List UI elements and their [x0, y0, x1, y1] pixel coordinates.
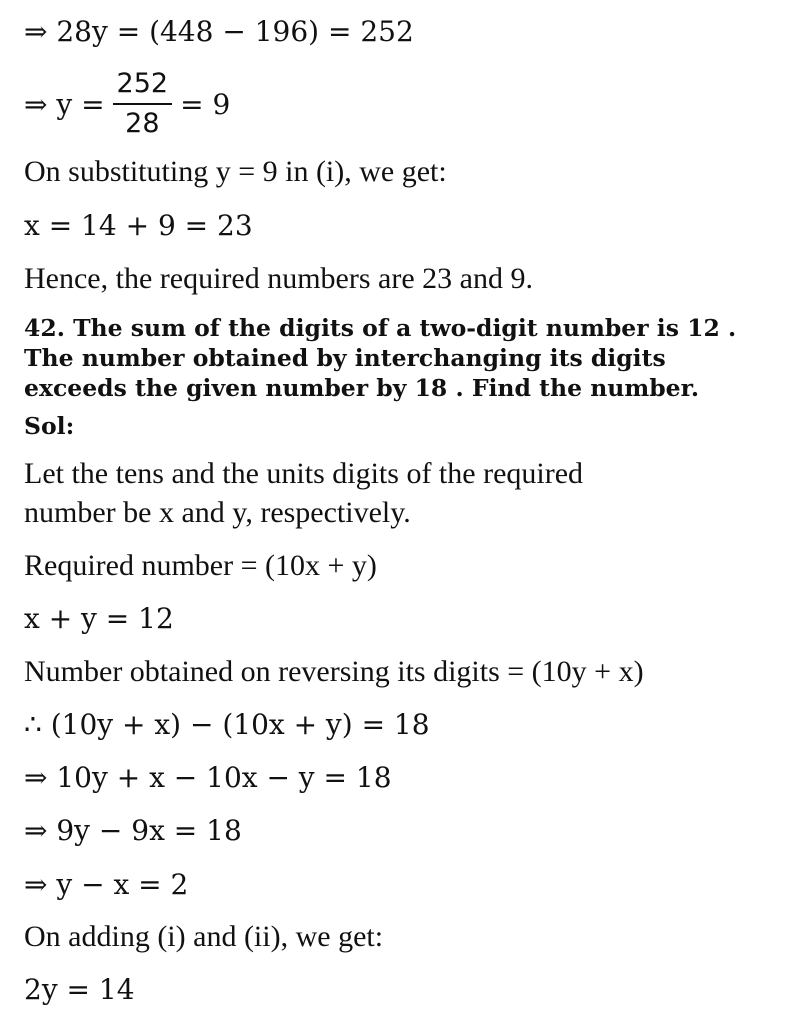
fraction-prefix: ⇒ y =	[24, 87, 105, 121]
text-line: Required number = (10x + y)	[24, 549, 377, 582]
equation-line: ⇒ 28y = (448 − 196) = 252	[24, 15, 414, 48]
fraction-suffix: = 9	[180, 87, 231, 121]
fraction-equation	[24, 62, 230, 146]
equation-line: ∴ (10y + x) − (10x + y) = 18	[24, 708, 430, 741]
text-line: number be x and y, respectively.	[24, 496, 411, 529]
fraction-numerator: 252	[113, 67, 173, 105]
text-line: On substituting y = 9 in (i), we get:	[24, 155, 447, 188]
text-line: Hence, the required numbers are 23 and 9.	[24, 262, 533, 295]
equation-line: x = 14 + 9 = 23	[24, 209, 253, 242]
question-line-3: exceeds the given number by 18 . Find the number.	[24, 374, 700, 402]
text-line: Number obtained on reversing its digits = (10y + x)	[24, 655, 644, 688]
question-line-2: The number obtained by interchanging its digits	[24, 344, 666, 372]
question-line-1: 42. The sum of the digits of a two-digit number is 12 .	[24, 314, 737, 342]
equation-line: ⇒ 9y − 9x = 18	[24, 814, 242, 847]
equation-line: ⇒ y − x = 2	[24, 868, 189, 901]
equation-line: 2y = 14	[24, 973, 135, 1006]
sol-label: Sol:	[24, 412, 75, 440]
equation-line: ⇒ 10y + x − 10x − y = 18	[24, 761, 392, 794]
text-line: On adding (i) and (ii), we get:	[24, 920, 384, 953]
text-line: Let the tens and the units digits of the required	[24, 457, 584, 490]
equation-line: x + y = 12	[24, 602, 174, 635]
fraction	[113, 67, 173, 141]
fraction-denominator: 28	[125, 108, 160, 139]
